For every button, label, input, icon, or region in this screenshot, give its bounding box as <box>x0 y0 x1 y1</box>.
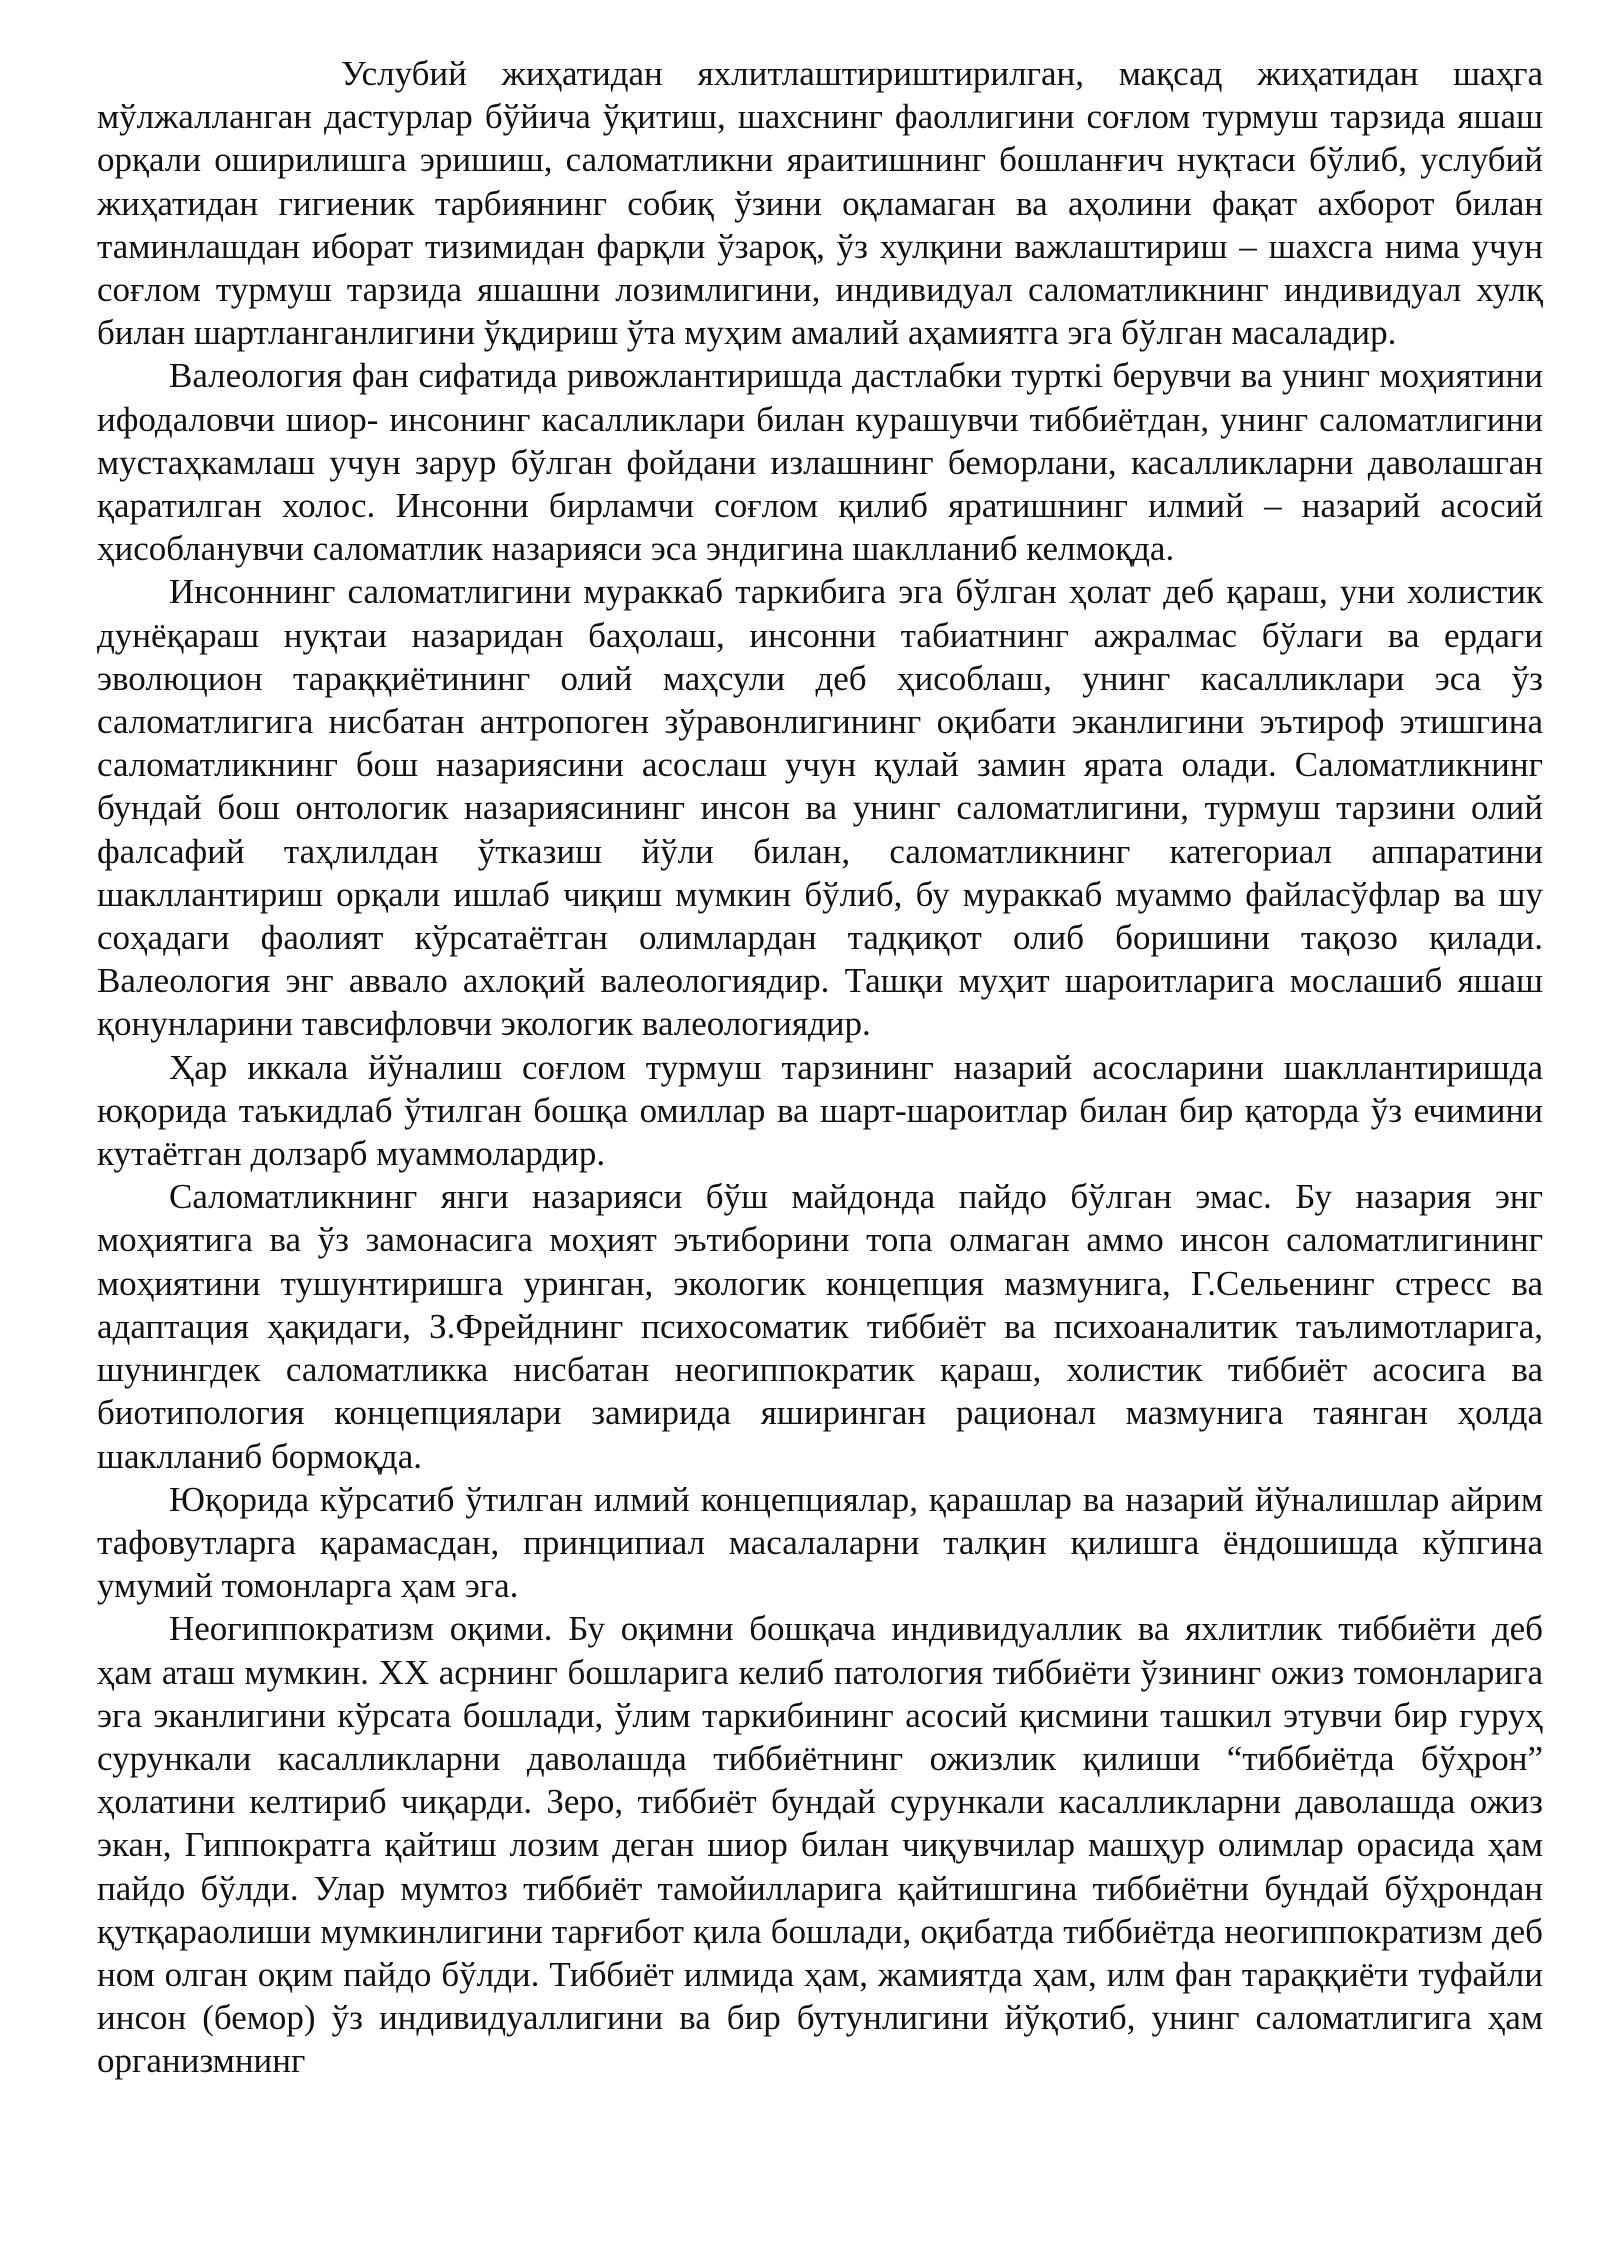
paragraph-4: Ҳар иккала йўналиш соғлом турмуш тарзининг назарий асосларини шакллантиришда юқорида таъкидлаб ўтилган бошқа омиллар ва шарт-шароитлар билан бир қаторда ўз ечимини кутаётган долзарб муаммолардир. <box>97 1047 1543 1174</box>
paragraph-6: Юқорида кўрсатиб ўтилган илмий концепциялар, қарашлар ва назарий йўналишлар айрим тафовутларга қарамасдан, принципиал масалаларни талқин қилишга ёндошишда кўпгина умумий томонларга ҳам эга. <box>97 1479 1543 1606</box>
paragraph-3: Инсоннинг саломатлигини мураккаб таркибига эга бўлган ҳолат деб қараш, уни холистик дунёқараш нуқтаи назаридан баҳолаш, инсонни табиатнинг ажралмас бўлаги ва ердаги эволюцион тараққиётининг олий маҳсули деб ҳисоблаш, унинг касалликлари эса ўз саломатлигига нисбатан антропоген зўравонлигининг оқибати эканлигини эътироф этишгина саломатликнинг бош назариясини асослаш учун қулай замин ярата олади. Саломатликнинг бундай бош онтологик назариясининг инсон ва унинг саломатлигини, турмуш тарзини олий фалсафий таҳлилдан ўтказиш йўли билан, саломатликнинг категориал аппаратини шакллантириш орқали ишлаб чиқиш мумкин бўлиб, бу мураккаб муаммо файласўфлар ва шу соҳадаги фаолият кўрсатаётган олимлардан тадқиқот олиб боришини тақозо қилади. Валеология энг аввало ахлоқий валеологиядир. Ташқи муҳит шароитларига мослашиб яшаш қонунларини тавсифловчи экологик валеологиядир. <box>97 572 1543 1044</box>
paragraph-2: Валеология фан сифатида ривожлантиришда дастлабки турткi берувчи ва унинг моҳиятини ифодаловчи шиор- инсонинг касалликлари билан курашувчи тиббиётдан, унинг саломатлигини мустаҳкамлаш учун зарур бўлган фойдани излашнинг беморлани, касалликларни даволашган қаратилган холос. Инсонни бирламчи соғлом қилиб яратишнинг илмий – назарий асосий ҳисобланувчи саломатлик назарияси эса эндигина шаклланиб келмоқда. <box>97 356 1543 569</box>
document-body <box>97 52 1543 2083</box>
paragraph-5: Саломатликнинг янги назарияси бўш майдонда пайдо бўлган эмас. Бу назария энг моҳиятига ва ўз замонасига моҳият эътиборини топа олмаган аммо инсон саломатлигининг моҳиятини тушунтиришга уринган, экологик концепция мазмунига, Г.Сельенинг стресс ва адаптация ҳақидаги, З.Фрейднинг психосоматик тиббиёт ва психоаналитик таълимотларига, шунингдек саломатликка нисбатан неогиппократик қараш, холистик тиббиёт асосига ва биотипология концепциялари замирида яширинган рационал мазмунига таянган ҳолда шаклланиб бормоқда. <box>97 1177 1543 1476</box>
paragraph-7: Неогиппократизм оқими. Бу оқимни бошқача индивидуаллик ва яхлитлик тиббиёти деб ҳам аташ мумкин. ХХ асрнинг бошларига келиб патология тиббиёти ўзининг ожиз томонларига эга эканлигини кўрсата бошлади, ўлим таркибининг асосий қисмини ташкил этувчи бир гуруҳ сурункали касалликларни даволашда тиббиётнинг ожизлик қилиши “тиббиётда бўҳрон” ҳолатини келтириб чиқарди. Зеро, тиббиёт бундай сурункали касалликларни даволашда ожиз экан, Гиппократга қайтиш лозим деган шиор билан чиқувчилар машҳур олимлар орасида ҳам пайдо бўлди. Улар мумтоз тиббиёт тамойилларига қайтишгина тиббиётни бундай бўҳрондан қутқараолиши мумкинлигини тарғибот қила бошлади, оқибатда тиббиётда неогиппократизм деб ном олган оқим пайдо бўлди. Тиббиёт илмида ҳам, жамиятда ҳам, илм фан тараққиёти туфайли инсон (бемор) ўз индивидуаллигини ва бир бутунлигини йўқотиб, унинг саломатлигига ҳам организмнинг <box>97 1609 1543 2081</box>
paragraph-1: Услубий жиҳатидан яхлитлаштириштирилган, мақсад жиҳатидан шаҳга мўлжалланган дастурлар бўйича ўқитиш, шахснинг фаоллигини соғлом турмуш тарзида яшаш орқали оширилишга эришиш, саломатликни яраитишнинг бошланғич нуқтаси бўлиб, услубий жиҳатидан гигиеник тарбиянинг собиқ ўзини оқламаган ва аҳолини фақат ахборот билан таминлашдан иборат тизимидан фарқли ўзароқ, ўз хулқини важлаштириш – шахсга нима учун соғлом турмуш тарзида яшашни лозимлигини, индивидуал саломатликнинг индивидуал хулқ билан шартланганлигини ўқдириш ўта муҳим амалий аҳамиятга эга бўлган масаладир. <box>97 54 1543 353</box>
